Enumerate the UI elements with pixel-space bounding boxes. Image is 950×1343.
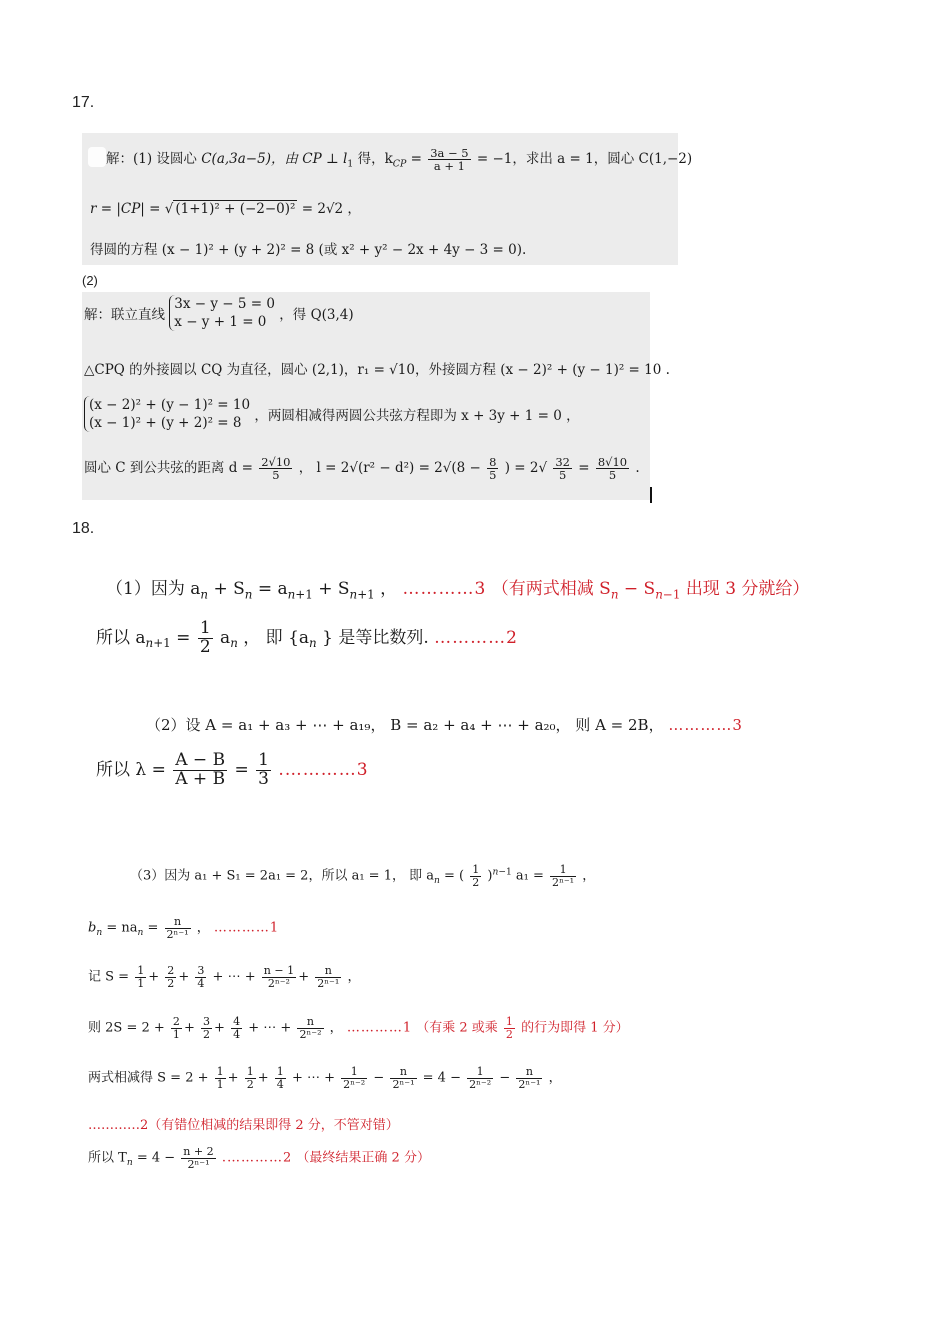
fraction xyxy=(173,752,227,789)
numerator: 2 xyxy=(172,1015,180,1028)
numerator: 8 xyxy=(489,455,497,469)
question-17-number: 17. xyxy=(72,94,95,111)
equation-system xyxy=(169,295,275,331)
score-dots: .…………2 xyxy=(221,1150,293,1166)
fraction xyxy=(215,1066,226,1090)
ellipsis: + ⋯ + xyxy=(212,969,256,985)
minus: − xyxy=(373,1070,385,1086)
q17-part1-image xyxy=(82,133,693,265)
denominator: 2ⁿ⁻² xyxy=(299,1027,322,1041)
fraction xyxy=(259,456,292,481)
fraction xyxy=(201,1016,212,1040)
q17-p2-line3 xyxy=(84,396,580,432)
text: = ( xyxy=(444,868,465,884)
score-dots: …………3 xyxy=(668,716,743,734)
text: 所以 λ = xyxy=(96,759,166,780)
denominator: a + 1 xyxy=(433,159,465,174)
text: = 2√2 ， xyxy=(301,201,361,217)
plus: + xyxy=(148,969,160,985)
text: a xyxy=(220,627,231,648)
fraction xyxy=(596,456,629,481)
text: 所以 a xyxy=(96,627,146,648)
text: a₁ = xyxy=(515,868,544,884)
score-note: 的行为即得 1 分） xyxy=(521,1020,629,1036)
numerator: n + 2 xyxy=(183,1145,214,1158)
q18-step10-score-note: …………2（有错位相减的结果即得 2 分，不管对错） xyxy=(88,1118,399,1133)
q17-p2-line4 xyxy=(84,456,640,481)
text: = na xyxy=(106,920,138,936)
numerator: 1 xyxy=(276,1065,284,1078)
numerator: 3 xyxy=(197,964,205,977)
text: 所以 T xyxy=(88,1150,127,1166)
text: ， xyxy=(548,1070,562,1086)
numerator: 1 xyxy=(341,1066,367,1079)
fraction xyxy=(165,965,176,989)
text: ，两圆相减得两圆公共弦方程即为 x + 3y + 1 = 0 ， xyxy=(254,408,580,425)
numerator: n xyxy=(315,965,341,978)
text: ，得 Q(3,4) xyxy=(279,307,354,324)
plus: + xyxy=(178,969,190,985)
denominator: 4 xyxy=(233,1027,241,1041)
q17-p2-line1 xyxy=(84,295,354,331)
fraction xyxy=(297,1016,323,1040)
text: ， xyxy=(347,969,361,985)
fraction xyxy=(256,752,271,789)
q18-step3 xyxy=(146,714,743,735)
fraction xyxy=(198,620,213,657)
plus: + xyxy=(257,1070,269,1086)
denominator: 5 xyxy=(559,468,567,483)
numerator: 1 xyxy=(258,750,269,770)
equation: 3x − y − 5 = 0 xyxy=(174,296,275,312)
text: ， xyxy=(329,1020,343,1036)
denominator: 2ⁿ⁻¹ xyxy=(552,875,575,889)
q18-step11: 所以 $T_n = 4$ − $\frac{n + 2}{\text{2ⁿ⁻¹}}$ .…………2 （最终结果正确 2 分） xyxy=(88,1145,430,1171)
text: 两式相减得 S = 2 + xyxy=(88,1070,209,1086)
q17-part2-image xyxy=(82,292,670,500)
plus: + xyxy=(298,969,310,985)
fraction xyxy=(181,1146,215,1170)
equation: x − y + 1 = 0 xyxy=(174,314,267,331)
fraction xyxy=(245,1066,256,1090)
equation-system xyxy=(84,396,250,432)
denominator: 2 xyxy=(246,1077,254,1091)
text: 解：联立直线 xyxy=(84,307,165,324)
score-dots: .…………3 xyxy=(278,759,369,780)
denominator: 2ⁿ⁻² xyxy=(267,976,290,990)
denominator: 1 xyxy=(172,1027,180,1041)
numerator: n − 1 xyxy=(263,964,295,977)
denominator: 1 xyxy=(137,976,145,990)
equation: (x − 2)² + (y − 1)² = 10 xyxy=(89,397,251,413)
q18-step8 xyxy=(88,1016,629,1040)
fraction xyxy=(135,965,146,989)
text: + S xyxy=(213,579,245,599)
fraction xyxy=(467,1066,493,1090)
q17-p1-line2: r = |CP| = √ (1+1)² + (−2−0)² = 2√2 ， xyxy=(90,201,361,217)
score-note: （有两式相减 S xyxy=(491,579,611,599)
score-dots: …………1 xyxy=(346,1020,413,1036)
fraction xyxy=(341,1066,367,1090)
denominator: 2ⁿ⁻¹ xyxy=(518,1077,541,1091)
minus: − xyxy=(499,1070,511,1086)
denominator: A + B xyxy=(175,768,226,789)
score-note: − S xyxy=(623,579,656,599)
numerator: 1 xyxy=(472,863,480,876)
score-note: （有乘 2 或乘 xyxy=(416,1020,498,1036)
fraction xyxy=(390,1066,416,1090)
q17-p1-line1: 解：(1) 设圆心 C(a,3a−5)，由 CP ⊥ $l_1$ 得，$k_{CP}$ = $\frac{3a - 5}{a + 1}$ = −1，求出 a = 1，圆心 C(1,−2) xyxy=(106,146,693,174)
q17-p2-line2: △CPQ 的外接圆以 CQ 为直径，圆心 (2,1)，r₁ = √10，外接圆方程 (x − 2)² + (y − 1)² = 10 . xyxy=(84,362,670,378)
text: ， xyxy=(196,920,210,936)
text: + S xyxy=(318,579,350,599)
fraction xyxy=(171,1016,182,1040)
denominator: 5 xyxy=(489,468,497,483)
text: b xyxy=(88,920,97,936)
numerator: 3 xyxy=(202,1015,211,1028)
fraction xyxy=(470,864,481,888)
text: = xyxy=(147,920,159,936)
numerator: n xyxy=(390,1066,416,1079)
text: = xyxy=(578,460,590,477)
denominator: 4 xyxy=(197,976,205,990)
q18-step2: 所以 $a_{n+1}$ = $\frac{1}{2}$ $a_n$ ， 即 {$a_n$ } 是等比数列. …………2 xyxy=(96,618,518,657)
numerator: 2 xyxy=(167,964,175,977)
text: r = |CP| = xyxy=(90,201,161,217)
plus: + xyxy=(214,1020,225,1036)
score-note: 出现 3 分就给） xyxy=(685,579,810,599)
text: } 是等比数列. xyxy=(322,627,429,648)
q18-step5: （3）因为 a₁ + S₁ = 2a₁ = 2，所以 a₁ = 1， 即 $a_n$ = ( $\frac{1}{2}$ )$^{n-1}$ a₁ = $\frac{1}{\text{2ⁿ⁻¹}}$ ， xyxy=(130,863,596,889)
text: ， 即 {a xyxy=(243,627,310,648)
numerator: 1 xyxy=(199,618,211,638)
text: （1）因为 a xyxy=(106,579,201,599)
numerator: 2√10 xyxy=(261,455,291,469)
denominator: 2ⁿ⁻² xyxy=(469,1077,492,1091)
eraser-mark xyxy=(88,147,106,167)
text: = a xyxy=(257,579,288,599)
text: ) = 2√ xyxy=(504,460,548,477)
denominator: 5 xyxy=(608,468,617,483)
text: 则 2S = 2 + xyxy=(88,1020,165,1036)
fraction xyxy=(262,965,296,989)
text: ， l = 2√(r² − d²) = 2√(8 − xyxy=(298,460,481,477)
fraction xyxy=(275,1066,286,1090)
denominator: 3 xyxy=(258,768,269,789)
text: ) xyxy=(487,868,493,884)
text: 得，k xyxy=(357,151,393,168)
text: 解：(1) 设圆心 xyxy=(106,151,197,168)
denominator: 2 xyxy=(472,875,480,889)
q17-p1-line3: 得圆的方程 (x − 1)² + (y + 2)² = 8 (或 x² + y² − 2x + 4y − 3 = 0). xyxy=(90,242,527,258)
question-18-number: 18. xyxy=(72,520,95,537)
denominator: 2ⁿ⁻¹ xyxy=(166,927,189,941)
text: = xyxy=(234,759,249,780)
text: = 4 − xyxy=(136,1150,176,1166)
text-cursor xyxy=(650,487,652,503)
ellipsis: + ⋯ + xyxy=(291,1070,336,1086)
text: ， xyxy=(380,579,398,599)
text: = −1，求出 a = 1，圆心 C(1,−2) xyxy=(476,151,693,168)
text: C(a,3a−5)，由 CP ⊥ l xyxy=(201,151,348,168)
numerator: 1 xyxy=(137,964,145,977)
score-dots: …………3 xyxy=(402,579,487,599)
text: 圆心 C 到公共弦的距离 d = xyxy=(84,460,253,477)
denominator: 2 xyxy=(199,636,211,657)
numerator: 1 xyxy=(246,1065,254,1078)
q18-step6: $b_n = na_n$ = $\frac{n}{\text{2ⁿ⁻¹}}$ ， …………1 xyxy=(88,915,280,941)
plus: + xyxy=(183,1020,195,1036)
numerator: 1 xyxy=(505,1015,513,1028)
denominator: 2ⁿ⁻² xyxy=(343,1077,366,1091)
fraction xyxy=(165,916,191,940)
text: （2）设 A = a₁ + a₃ + ⋯ + a₁₉， B = a₂ + a₄ + ⋯ + a₂₀， 则 A = 2B， xyxy=(146,716,664,734)
denominator: 2ⁿ⁻¹ xyxy=(392,1077,415,1091)
numerator: 3a − 5 xyxy=(430,146,469,160)
fraction xyxy=(487,456,498,481)
text: = xyxy=(176,627,191,648)
score-dots: …………2 xyxy=(434,627,518,648)
q18-step1: （1）因为 $a_n + S_n = a_{n+1} + S_{n+1}$ ， …………3 （有两式相减 $S_n - S_{n-1}$ 出现 3 分就给） xyxy=(106,579,810,602)
numerator: 4 xyxy=(233,1015,241,1028)
numerator: 8√10 xyxy=(597,455,628,469)
plus: + xyxy=(227,1070,239,1086)
numerator: 1 xyxy=(467,1066,493,1079)
numerator: 32 xyxy=(555,455,570,469)
text: = xyxy=(410,151,422,168)
denominator: 2 xyxy=(167,976,175,990)
numerator: 1 xyxy=(550,864,576,877)
text: = 4 − xyxy=(422,1070,461,1086)
numerator: n xyxy=(297,1016,323,1029)
denominator: 2ⁿ⁻¹ xyxy=(317,976,340,990)
fraction xyxy=(231,1016,242,1040)
denominator: 2 xyxy=(202,1027,211,1041)
text: 记 S = xyxy=(88,969,130,985)
fraction xyxy=(428,147,470,172)
text: （3）因为 a₁ + S₁ = 2a₁ = 2，所以 a₁ = 1， 即 a xyxy=(130,868,434,884)
fraction xyxy=(553,456,572,481)
score-note: （最终结果正确 2 分） xyxy=(296,1150,430,1166)
fraction xyxy=(516,1066,542,1090)
q18-step4 xyxy=(96,752,369,789)
equation: (x − 1)² + (y + 2)² = 8 xyxy=(89,415,242,432)
score-dots: …………1 xyxy=(213,920,280,936)
numerator: A − B xyxy=(175,750,226,770)
denominator: 4 xyxy=(276,1077,284,1091)
fraction xyxy=(550,864,576,888)
denominator: 2ⁿ⁻¹ xyxy=(187,1157,210,1171)
radicand: (1+1)² + (−2−0)² xyxy=(175,201,296,217)
fraction xyxy=(504,1016,515,1040)
fraction xyxy=(315,965,341,989)
numerator: 1 xyxy=(216,1065,224,1078)
numerator: n xyxy=(165,916,191,929)
text: ， xyxy=(582,868,596,884)
q18-step7 xyxy=(88,965,360,989)
q17-part2-label: (2) xyxy=(82,273,98,288)
ellipsis: + ⋯ + xyxy=(248,1020,292,1036)
fraction xyxy=(195,965,206,989)
denominator: 2 xyxy=(505,1027,513,1041)
denominator: 5 xyxy=(272,468,280,483)
denominator: 1 xyxy=(216,1077,224,1091)
q18-step9 xyxy=(88,1066,562,1090)
text: . xyxy=(635,460,640,477)
numerator: n xyxy=(516,1066,542,1079)
